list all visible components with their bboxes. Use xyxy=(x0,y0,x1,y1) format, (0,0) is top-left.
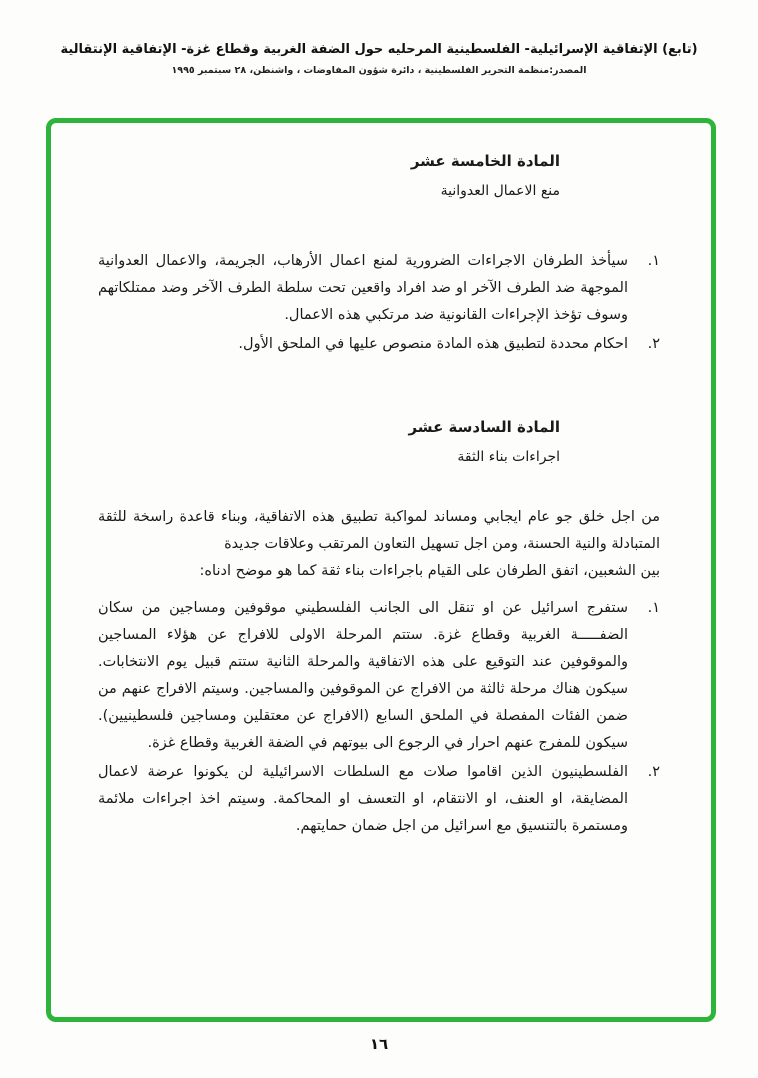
list-item xyxy=(98,595,660,757)
list-item xyxy=(98,248,660,329)
list-item-text: سيأخذ الطرفان الاجراءات الضرورية لمنع اعمال الأرهاب، الجريمة، والاعمال العدوانية الموجهة ضد الطرف الآخر او ضد افراد واقعين تحت سلطة الطرف الآخر وضد ممتلكاتهم وسوف تؤخذ الإجراءات القانونية ضد مرتكبي هذه الاعمال. xyxy=(98,253,628,323)
list-item-number: ٢. xyxy=(647,764,660,780)
list-item-number: ١. xyxy=(647,600,660,616)
list-item-text: احكام محددة لتطبيق هذه المادة منصوص عليها في الملحق الأول. xyxy=(238,336,628,352)
list-item-number: ١. xyxy=(647,253,660,269)
list-item-text: الفلسطينيون الذين اقاموا صلات مع السلطات الاسرائيلية لن يكونوا عرضة لاعمال المضايقة، او العنف، او الانتقام، او التعسف او المحاكمة. وسيتم اخذ اجراءات ملائمة ومستمرة بالتنسيق مع اسرائيل من اجل ضمان حمايتهم. xyxy=(98,764,628,834)
article-15-section xyxy=(98,150,660,358)
document-header xyxy=(0,42,758,76)
document-content xyxy=(98,150,660,842)
list-item-number: ٢. xyxy=(647,336,660,352)
article-16-section xyxy=(98,416,660,840)
article-16-subtitle: اجراءات بناء الثقة xyxy=(457,449,560,465)
document-footer xyxy=(0,1034,758,1053)
document-source-line: المصدر:منظمة التحرير الفلسطينية ، دائرة شؤون المفاوضات ، واشنطن، ٢٨ سبتمبر ١٩٩٥ xyxy=(171,65,587,76)
list-item xyxy=(98,331,660,358)
list-item-text: ستفرج اسرائيل عن او تنقل الى الجانب الفلسطيني موقوفين ومساجين من سكان الضفـــــة الغربية وقطاع غزة. ستتم المرحلة الاولى للافراج عن هؤلاء المساجين والموقوفين عند التوقيع على هذه الاتفاقية والمرحلة الثانية ستتم قبيل يوم الانتخابات. سيكون هناك مرحلة ثالثة من الافراج عن الموقوفين والمساجين. وسيتم الافراج عنهم من ضمن الفئات المفصلة في الملحق السابع (الافراج عن معتقلين ومساجين فلسطينيين). سيكون للمفرج عنهم احرار في الرجوع الى بيوتهم في الضفة الغربية وقطاع غزة. xyxy=(98,600,628,751)
article-16-item-list xyxy=(98,595,660,840)
article-15-item-list xyxy=(98,248,660,358)
article-16-intro-paragraph: من اجل خلق جو عام ايجابي ومساند لمواكبة تطبيق هذه الاتفاقية، وبناء قاعدة راسخة للثقة المتبادلة والنية الحسنة، ومن اجل تسهيل التعاون المرتقب وعلاقات جديدة xyxy=(98,509,660,552)
article-15-subtitle: منع الاعمال العدوانية xyxy=(440,183,560,199)
list-item xyxy=(98,759,660,840)
article-15-heading: المادة الخامسة عشر xyxy=(410,152,560,170)
article-16-intro-paragraph-2: بين الشعبين، اتفق الطرفان على القيام باجراءات بناء ثقة كما هو موضح ادناه: xyxy=(199,563,660,579)
article-16-heading: المادة السادسة عشر xyxy=(408,418,560,436)
document-title: (تابع) الإتفاقية الإسرائيلية- الفلسطينية المرحليه حول الضفة الغربية وقطاع غزة- الإتفاقية الإنتقالية xyxy=(60,42,698,57)
page-number: ١٦ xyxy=(369,1035,389,1053)
